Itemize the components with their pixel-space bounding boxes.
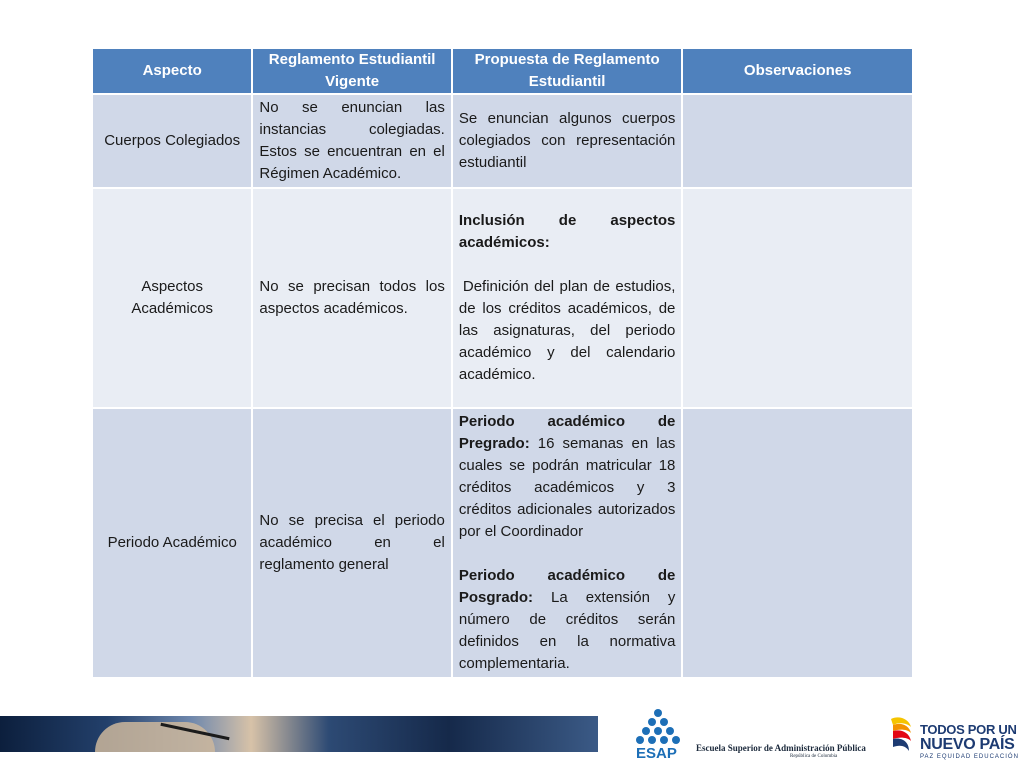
cell-proposal [453, 189, 682, 407]
comparison-table [91, 47, 914, 679]
cell-observations [683, 409, 912, 677]
cell-proposal [453, 409, 682, 677]
footer-photo [0, 716, 598, 752]
proposal-body: Definición del plan de estudios, de los créditos académicos, de las asignaturas, del periodo académico y del calendario académico. [458, 278, 676, 383]
proposal-pregrado-body: 16 semanas en las cuales se podrán matricular 18 créditos académicos y 3 créditos adicionales autorizados por el Coordinador [458, 435, 676, 540]
cell-current: No se precisan todos los aspectos académicos. [253, 189, 450, 407]
cell-current: No se precisa el periodo académico en el reglamento general [253, 409, 450, 677]
cell-proposal: Se enuncian algunos cuerpos colegiados con representación estudiantil [453, 95, 682, 187]
esap-name: Escuela Superior de Administración Pública [696, 743, 866, 753]
table-row [93, 409, 912, 677]
cell-current: No se enuncian las instancias colegiadas. Estos se encuentran en el Régimen Académico. [253, 95, 450, 187]
cell-aspect: Cuerpos Colegiados [93, 95, 251, 187]
header-observaciones: Observaciones [683, 49, 912, 93]
table-row [93, 95, 912, 187]
campaign-line2: NUEVO PAÍS [920, 736, 1015, 753]
cell-observations [683, 189, 912, 407]
esap-subtitle: República de Colombia [790, 754, 838, 759]
header-propuesta: Propuesta de Reglamento Estudiantil [453, 49, 682, 93]
cell-observations [683, 95, 912, 187]
proposal-pregrado-title: Periodo académico de Pregrado: [458, 413, 676, 452]
esap-logo-text: ESAP [636, 745, 677, 762]
proposal-posgrado-title: Periodo académico de Posgrado: [458, 567, 676, 606]
proposal-pregrado [459, 411, 676, 543]
table-row [93, 189, 912, 407]
campaign-line1: TODOS POR UN [920, 722, 1017, 737]
proposal-title: Inclusión de aspectos académicos: [458, 212, 676, 251]
campaign-line3: PAZ EQUIDAD EDUCACIÓN [920, 754, 1019, 760]
header-row [93, 49, 912, 93]
cell-aspect: Aspectos Académicos [93, 189, 251, 407]
cell-aspect: Periodo Académico [93, 409, 251, 677]
header-aspecto: Aspecto [93, 49, 251, 93]
proposal-posgrado [459, 565, 676, 675]
header-reglamento-vigente: Reglamento Estudiantil Vigente [253, 49, 450, 93]
proposal-posgrado-body: La extensión y número de créditos serán definidos en la normativa complementaria. [458, 589, 676, 672]
